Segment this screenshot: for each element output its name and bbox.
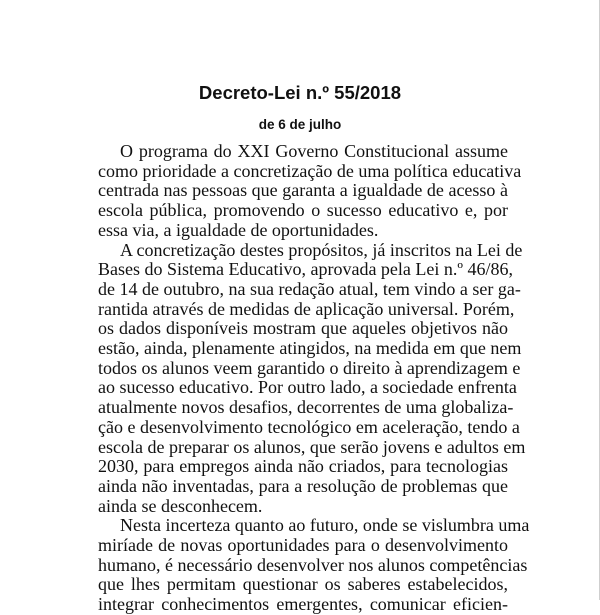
text-line: escola pública, promovendo o sucesso educativo e, por	[98, 200, 508, 221]
text-line: rantida através de medidas de aplicação universal. Porém,	[98, 298, 515, 319]
text-line: Bases do Sistema Educativo, aprovada pela Lei n.º 46/86,	[98, 259, 513, 280]
text-line: como prioridade a concretização de uma política educativa	[98, 160, 522, 181]
text-line: essa via, a igualdade de oportunidades.	[98, 219, 379, 240]
text-line: 2030, para empregos ainda não criados, para tecnologias	[98, 456, 508, 477]
text-line: escola de preparar os alunos, que serão jovens e adultos em	[98, 436, 526, 457]
text-line: humano, é necessário desenvolver nos alunos competências	[98, 554, 528, 575]
text-line: integrar conhecimentos emergentes, comunicar eficien-	[98, 594, 508, 615]
paragraph-1	[98, 141, 522, 241]
page-title: Decreto-Lei n.º 55/2018	[198, 82, 402, 103]
page-subtitle: de 6 de julho	[258, 117, 342, 132]
text-line: os dados disponíveis mostram que aqueles objetivos não	[98, 318, 508, 339]
text-line: de 14 de outubro, na sua redação atual, tem vindo a ser ga-	[98, 278, 521, 299]
text-line: A concretização destes propósitos, já inscritos na Lei de	[120, 239, 523, 260]
text-line: ção e desenvolvimento tecnológico em aceleração, tendo a	[98, 416, 520, 437]
text-line: ainda se desconhecem.	[98, 495, 263, 516]
text-line: O programa do XXI Governo Constitucional assume	[120, 141, 508, 161]
text-line: centrada nas pessoas que garanta a igualdade de acesso à	[98, 180, 508, 201]
text-line: que lhes permitam questionar os saberes estabelecidos,	[98, 574, 508, 595]
paragraph-2	[98, 239, 526, 517]
paragraph-3	[98, 515, 530, 615]
text-line: todos os alunos veem garantido o direito à aprendizagem e	[98, 357, 521, 378]
text-line: miríade de novas oportunidades para o desenvolvimento	[98, 535, 508, 556]
text-line: ainda não inventadas, para a resolução de problemas que	[98, 475, 508, 496]
text-line: Nesta incerteza quanto ao futuro, onde se vislumbra uma	[120, 515, 530, 536]
text-line: atualmente novos desafios, decorrentes de uma globaliza-	[98, 397, 514, 418]
document-body	[98, 141, 530, 615]
text-line: estão, ainda, plenamente atingidos, na medida em que nem	[98, 338, 522, 359]
text-line: ao sucesso educativo. Por outro lado, a sociedade enfrenta	[98, 377, 517, 398]
